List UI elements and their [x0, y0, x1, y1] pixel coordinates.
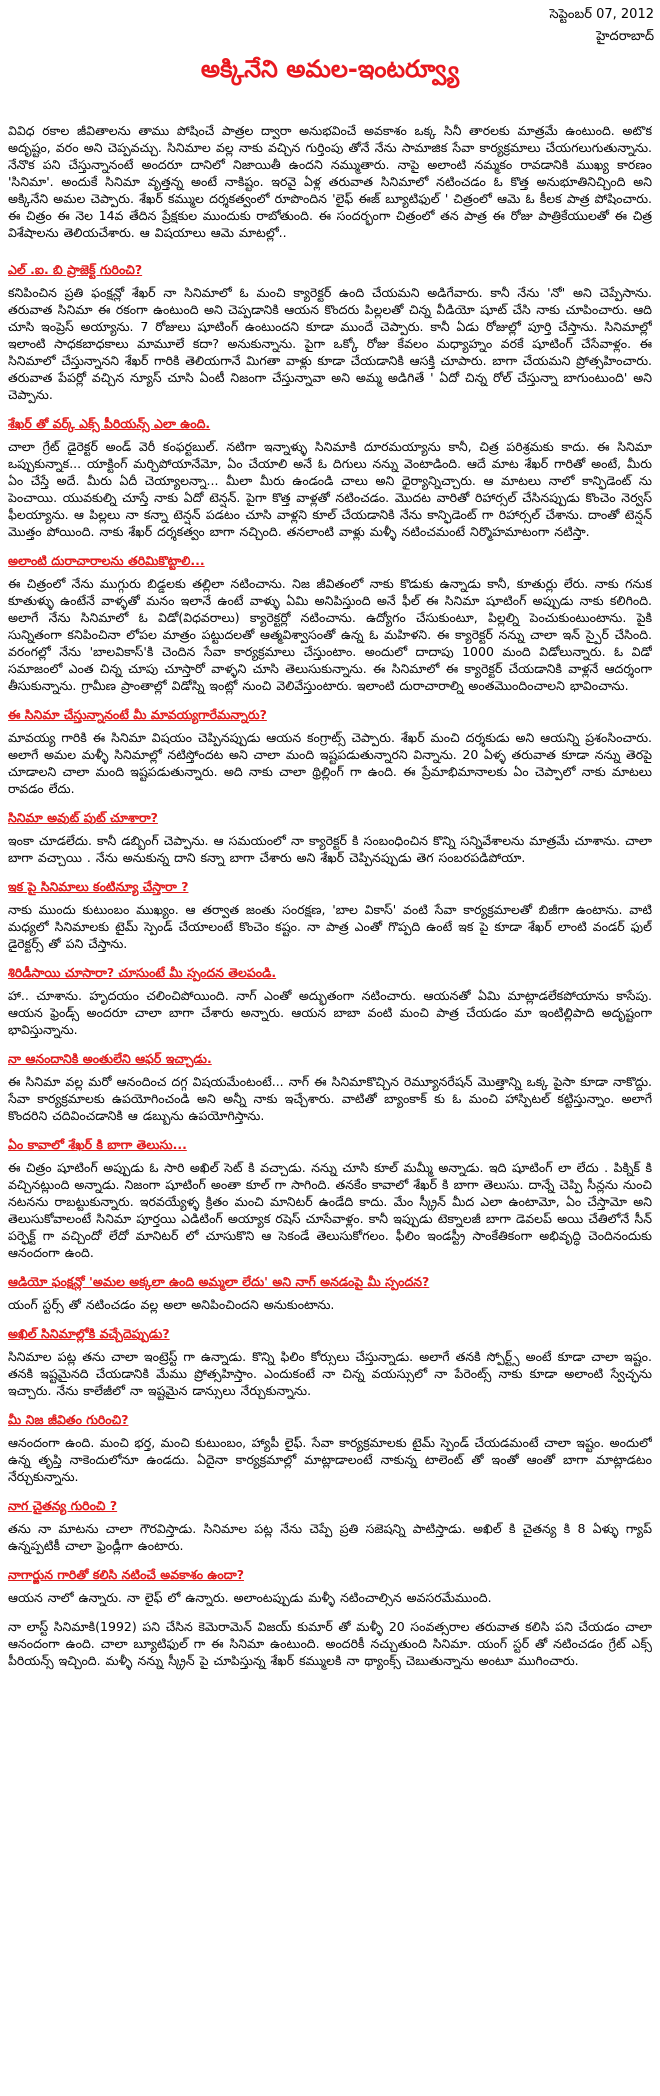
question-heading: శిరిడీసాయి చూసారా? చూసుంటే మీ స్పందన తెలపండి. — [8, 965, 277, 980]
question-heading: నా ఆనందానికి అంతులేని ఆఫర్ ఇచ్చాడు. — [8, 1051, 212, 1066]
article-title: అక్కినేని అమల-ఇంటర్వ్యూ — [200, 55, 460, 83]
answer-paragraph: నా లాస్ట్ సినిమాకి(1992) పని చేసిన కెమెరామెన్ విజయ్ కుమార్ తో మళ్ళీ 20 సంవత్సరాల తరువాత కలిసి పని చేయడం చాలా ఆనందంగా ఉంది. చాలా బ్యూటిఫుల్ గా ఈ సినిమా ఉంటుంది. అందరికీ నచ్చుతుంది సినిమా. యంగ్ స్టర్ తో నటించడం గ్రేట్ ఎక్స్ పీరియన్స్ ఇచ్చింది. మళ్ళీ నన్ను స్క్రీన్ పై చూపిస్తున్న శేఖర్ కమ్ములకి నా థ్యాంక్స్ చెబుతున్నాను అంటూ ముగించారు. — [8, 1619, 652, 1668]
qa-section — [8, 261, 652, 403]
answer-paragraph: నాకు ముందు కుటుంబం ముఖ్యం. ఆ తర్వాత జంతు సంరక్షణ, 'బాల వికాస్' వంటి సేవా కార్యక్రమాలతో బిజీగా ఉంటాను. వాటి మధ్యలో సినిమాలకు టైమ్ స్పెండ్ చేయాలంటే కొంచెం కష్టం. నా పాత్ర ఎంతో గొప్పది ఉంటే ఇక పై కూడా శేఖర్ లాంటి వండర్ ఫుల్ డైరెక్టర్స్ తో పని చేస్తాను. — [8, 902, 652, 951]
question-heading: నాగ చైతన్య గురించి ? — [8, 1498, 118, 1513]
answer-paragraph: యంగ్ స్టర్స్ తో నటించడం వల్ల అలా అనిపించిందని అనుకుంటాను. — [8, 1297, 335, 1312]
answer-paragraph: తను నా మాటను చాలా గౌరవిస్తాడు. సినిమాల పట్ల నేను చెప్పే ప్రతి సజెషన్ని పాటిస్తాడు. అఖిల్ కి చైతన్య కి 8 ఏళ్ళు గ్యాప్ ఉన్నప్పటికీ చాలా ఫ్రెండ్లీగా ఉంటారు. — [8, 1521, 652, 1553]
question-heading: శేఖర్ తో వర్క్ ఎక్స్ పీరియన్స్ ఎలా ఉంది. — [8, 416, 211, 431]
question-heading: అఖిల్ సినిమాల్లోకి వచ్చేదెప్పుడు? — [8, 1326, 170, 1341]
qa-section — [8, 1273, 652, 1313]
answer-paragraph: మావయ్య గారికి ఈ సినిమా విషయం చెప్పినప్పుడు ఆయన కంగ్రాట్స్ చెప్పారు. శేఖర్ మంచి దర్శకుడు అని ఆయన్ని ప్రశంసించారు. అలాగే అమల మళ్ళీ సినిమాల్లో నటిస్తోందట అని చాలా మంది ఇష్టపడుతున్నారని విన్నాను. 20 ఏళ్ళ తరువాత కూడా నన్ను తెరపై చూడాలని చాలా మంది ఇష్టపడుతున్నారు. అది నాకు చాలా థ్రిల్లింగ్ గా ఉంది. ఈ ప్రేమాభిమానాలకు ఏం చెప్పాలో నాకు మాటలు రావడం లేదు. — [8, 730, 652, 796]
answer-paragraph: హా.. చూశాను. హృదయం చలించిపోయింది. నాగ్ ఎంతో అద్భుతంగా నటించారు. ఆయనతో ఏమి మాట్లాడలేకపోయాను కాసేపు. ఆయన ఫ్రెండ్స్ అందరూ చాలా బాగా చేశారు అన్నారు. ఆయన బాబా వంటి మంచి పాత్ర చేయడం మా ఇంటిల్లిపాది అదృష్టంగా భావిస్తున్నాను. — [8, 988, 652, 1037]
question-heading: మీ నిజ జీవితం గురించి? — [8, 1412, 129, 1427]
qa-section — [8, 964, 652, 1038]
qa-section — [8, 1325, 652, 1399]
qa-section — [8, 878, 652, 952]
article-location: హైదరాబాద్ — [596, 29, 654, 44]
qa-section — [8, 1618, 652, 1669]
question-heading: ఈ సినిమా చేస్తున్నానంటే మీ మావయ్యగారేమన్నారు? — [8, 707, 267, 722]
answer-paragraph: కనిపించిన ప్రతి ఫంక్షన్లో శేఖర్ నా సినిమాలో ఓ మంచి క్యారెక్టర్ ఉంది చేయమని అడిగేవారు. కానీ నేను 'నో' అని చెప్పేసాను. తరువాత సినిమా ఈ రకంగా ఉంటుంది అని చెప్పడానికి ఆయన కొందరు పిల్లలతో చిన్న వీడియో షూట్ చేసి నాకు చూపించారు. ఆది చూసి ఇంప్రెస్ అయ్యాను. 7 రోజులు షూటింగ్ ఉంటుందని కూడా ముందే చెప్పారు. కానీ ఏడు రోజుల్లో పూర్తి చేస్తాను. సినిమాల్లో ఇలాంటి సాధకబాధకాలు మామూలే కదా? అనుకున్నాను. పైగా ఒక్కో రోజు కేవలం మధ్యాహ్నం వరకే షూటింగ్ చేసేవాళ్లం. ఈ సినిమాలో చేస్తున్నానని శేఖర్ గారికి తెలియగానే మిగతా వాళ్లు కూడా చేయడానికి ఆసక్తి చూపారు. బాగా చేయమని ప్రోత్సహించారు. తరువాత పేపర్లో వచ్చిన న్యూస్ చూసి ఏంటీ నిజంగా చేస్తున్నావా అని అమ్మ అడిగితే ' ఏదో చిన్న రోల్ చేస్తున్నా బాగుంటుంది' అని చెప్పాను. — [8, 285, 652, 402]
question-heading: అలాంటి దురాచారాలను తరిమికొట్టాలి... — [8, 553, 205, 568]
article-intro: వివిధ రకాల జీవితాలను తాము పోషించే పాత్రల ద్వారా అనుభవించే అవకాశం ఒక్క సినీ తారలకు మాత్రమే ఉంటుంది. అటొక అదృష్టం, వరం అని చెప్పవచ్చు. సినిమాల వల్ల నాకు వచ్చిన గుర్తింపు తోనే నేను సామాజిక సేవా కార్యక్రమాలు చేయగలుగుతున్నాను. నేనొక పని చేస్తున్నానంటే అందరూ దానిలో నిజాయితీ ఉందని నమ్ముతారు. నాపై అలాంటి నమ్మకం రావడానికి ముఖ్య కారణం 'సినిమా'. అందుకే సినిమా వృత్తన్న అంటే నాకిష్టం. ఇరవై ఏళ్ల తరువాత సినిమాలో నటించడం ఓ కొత్త అనుభూతినిచ్చింది అని అక్కినేని అమల చెప్పారు. శేఖర్ కమ్ముల దర్శకత్వంలో రూపొందిన 'లైఫ్ ఈజ్ బ్యూటిఫుల్ ' చిత్రంలో ఆమె ఓ కీలక పాత్ర పోషించారు. ఈ చిత్రం ఈ నెల 14వ తేదిన ప్రేక్షకుల ముందుకు రాబోతుంది. ఈ సందర్భంగా చిత్రంలో తన పాత్ర ఈ రోజు పాత్రికేయులతో ఈ చిత్ర విశేషాలను తెలియచేశారు. ఆ విషయాలు ఆమె మాటల్లో.. — [8, 123, 652, 240]
answer-paragraph: ఆనందంగా ఉంది. మంచి భర్త, మంచి కుటుంబం, హ్యాపీ లైఫ్. సేవా కార్యక్రమాలకు టైమ్ స్పెండ్ చేయడమంటే చాలా ఇష్టం. అందులో ఉన్న తృప్తి నాకెందులోనూ ఉండదు. ఏదైనా కార్యక్రమాల్లో మాట్లాడాలంటే నాకున్న టాలెంట్ తో ఇంతో ఆంతో బాగా మాట్లాడటం నేర్చుకున్నాను. — [8, 1435, 652, 1484]
article-body — [8, 122, 652, 2088]
qa-section — [8, 552, 652, 694]
qa-section — [8, 1566, 652, 1606]
qa-section — [8, 1136, 652, 1261]
article-date: సెప్టెంబర్ 07, 2012 — [549, 7, 654, 22]
qa-section — [8, 1411, 652, 1485]
qa-section — [8, 706, 652, 797]
qa-section — [8, 1050, 652, 1124]
answer-paragraph: ఇంకా చూడలేదు. కానీ డబ్బింగ్ చెప్పాను. ఆ సమయంలో నా క్యారెక్టర్ కి సంబంధించిన కొన్ని సన్నివేశాలను మాత్రమే చూశాను. చాలా బాగా వచ్చాయి . నేను అనుకున్న దాని కన్నా బాగా చేశారు అని శేఖర్ చెప్పినప్పుడు తెగ సంబరపడిపోయా. — [8, 833, 652, 865]
qa-section — [8, 415, 652, 540]
question-heading: ఆడియో ఫంక్షన్లో 'అమల అక్కలా ఉంది అమ్మలా లేదు' అని నాగ్ అనడంపై మీ స్పందన? — [8, 1274, 430, 1289]
question-heading: ఎల్ .ఐ. బి ప్రాజెక్ట్ గురించి? — [8, 262, 143, 277]
answer-paragraph: ఈ చిత్రం షూటింగ్ అప్పుడు ఓ సారి అఖిల్ సెట్ కి వచ్చాడు. నన్ను చూసి కూల్ మమ్మీ అన్నాడు. ఇది షూటింగ్ లా లేదు . పిక్నిక్ కి వచ్చినట్లుంది అన్నాడు. నిజంగా షూటింగ్ అంతా కూల్ గా సాగింది. తనకేం కావాలో శేఖర్ కి బాగా తెలుసు. దాన్నే చెప్పి సీన్లను నుంచి నటనను రాబట్టుకున్నారు. ఇరవయ్యేళ్ళ క్రితం మంచి మానిటర్ ఉండేది కాదు. మేం స్క్రీన్ మీద ఎలా ఉంటామో, ఏం చేస్తామో అని తెలుసుకోవాలంటే సినిమా పూర్తయి ఎడిటింగ్ అయ్యాక రషెస్ చూసేవాళ్లం. కానీ ఇప్పుడు టెక్నాలజీ బాగా డెవలప్ అయి చేతిలోనే సీన్ పర్ఫెక్ట్ గా వచ్చిందో లేదో మానిటర్ లో చూసుకొని ఆ సెకండే తెలుసుకోగలం. ఫీలిం ఇండస్ట్రీ సాంకేతికంగా అభివృద్ధి చెందినందుకు ఆనందంగా ఉంది. — [8, 1160, 652, 1260]
answer-paragraph: ఈ చిత్రంలో నేను ముగ్గురు బిడ్డలకు తల్లిలా నటించాను. నిజ జీవితంలో నాకు కొడుకు ఉన్నాడు కానీ, కూతుర్లు లేరు. నాకు గనుక కూతుళ్ళు ఉంటేనే వాళ్ళతో మనం ఇలానే ఉంటే వాళ్ళు ఏమి అనిపిస్తుంది అనే ఫీల్ ఈ సినిమా షూటింగ్ అప్పుడు నాకు కలిగింది. అలాగే నేను సినిమాలో ఓ విడో(విధవరాలు) క్యారెక్టర్లో నటించాను. ఉద్యోగం చేసుకుంటూ, పిల్లల్ని పెంచుకుంటుంటాను. పైకి సున్నితంగా కనిపించినా లోపల మాత్రం పట్టుదలతో ఆత్మవిశ్వాసంతో ఉన్న ఓ మహిళని. ఈ క్యారెక్టర్ నన్ను చాలా ఇన్ స్పైర్ చేసింది. వరంగల్లో నేను 'బాలవికాస్'కి చెందిన సేవా కార్యక్రమాలు చేస్తుంటాం. అందులో దాదాపు 1000 మంది విడోలున్నారు. ఓ విడో సమాజంలో ఎంత చిన్న చూపు చూస్తారో వాళ్ళని చూసి తెలుసుకున్నాను. ఈ సినిమాలో ఈ క్యారెక్టర్ చేయడానికి వాళ్లనే ఆదర్శంగా తీసుకున్నాను. గ్రామీణ ప్రాంతాల్లో విడోస్ని ఇంట్లో నుంచి వెలివేస్తుంటారు. ఇలాంటి దురాచారాల్ని అంతమొందించాలని భావించాను. — [8, 576, 652, 693]
question-heading: ఇక పై సినిమాలు కంటిన్యూ చేస్తారా ? — [8, 879, 189, 894]
answer-paragraph: ఈ సినిమా వల్ల మరో ఆనందించ దగ్గ విషయమేంటంటే... నాగ్ ఈ సినిమాకొచ్చిన రెమ్యూనరేషన్ మొత్తాన్ని ఒక్క పైసా కూడా నాకొద్దు. సేవా కార్యక్రమాలకు ఉపయోగించండి అని అన్నీ నాకు ఇచ్చేశారు. వాటితో బ్యాంకాక్ కు ఓ మంచి హాస్పిటల్ కట్టిస్తున్నాం. అలాగే కొందరిని చదివించడానికి ఆ డబ్బును ఉపయోగిస్తాను. — [8, 1074, 652, 1123]
answer-paragraph: చాలా గ్రేట్ డైరెక్టర్ అండ్ వెరీ కంఫర్టబుల్. నటిగా ఇన్నాళ్ళు సినిమాకి దూరమయ్యాను కానీ, చిత్ర పరిశ్రమకు కాదు. ఈ సినిమా ఒప్పుకున్నాక... యాక్టింగ్ మర్చిపోయానేమో, ఏం చేయాలి అనే ఓ దిగులు నన్ను వెంటాడింది. ఆదే మాట శేఖర్ గారితో అంటే, మీరు ఏం చేస్తే అదే. మీరు ఏదీ చెయ్యాలన్నా... మీలా మీరు ఉండండి చాలు అని ధైర్యాన్నిచ్చారు. ఆ మాటలు నాలో కాన్ఫిడెంట్ ను పెంచాయి. యువకుల్ని చూస్తే నాకు ఏదో టెన్షన్. పైగా కొత్త వాళ్లతో నటించడం. మొదట వారితో రిహార్సల్ చేసినప్పుడు కొంచెం నెర్వస్ ఫీలయ్యాను. ఆ పిల్లలు నా కన్నా టెన్షన్ పడటం చూసి వాళ్లని కూల్ చేయడానికి నేను కాన్ఫిడెంట్ గా రిహార్సల్ చేశాను. దాంతో టెన్షన్ మొత్తం పోయింది. నాకు శేఖర్ దర్శకత్వం బాగా నచ్చింది. తనలాంటి వాళ్లు మళ్ళీ నటించమంటే నిర్మొహమాటంగా నటిస్తా. — [8, 439, 652, 539]
question-heading: నాగార్జున గారితో కలిసి నటించే అవకాశం ఉందా? — [8, 1567, 244, 1582]
answer-paragraph: సినిమాల పట్ల తను చాలా ఇంట్రెస్ట్ గా ఉన్నాడు. కొన్ని ఫిలిం కోర్సులు చేస్తున్నాడు. అలాగే తనకి స్పోర్ట్స్ అంటే కూడా చాలా ఇష్టం. తనకి ఇష్టమైనది చేయడానికి మేము ప్రోత్సహిస్తాం. ఎందుకంటే నా చిన్న వయస్సులో నా పేరెంట్స్ నాకు కూడా అలాంటి స్వేచ్ఛను ఇచ్చారు. నేను కాలేజీలో నా ఇష్టమైన డాన్సులు నేర్చుకున్నాను. — [8, 1349, 652, 1398]
qa-section — [8, 1497, 652, 1554]
qa-section — [8, 809, 652, 866]
question-heading: సినిమా అవుట్ పుట్ చూశారా? — [8, 810, 158, 825]
answer-paragraph: ఆయన నాలో ఉన్నారు. నా లైఫ్ లో ఉన్నారు. అలాంటప్పుడు మళ్ళీ నటించాల్సిన అవసరమేముంది. — [8, 1590, 492, 1605]
question-heading: ఏం కావాలో శేఖర్ కి బాగా తెలుసు... — [8, 1137, 187, 1152]
